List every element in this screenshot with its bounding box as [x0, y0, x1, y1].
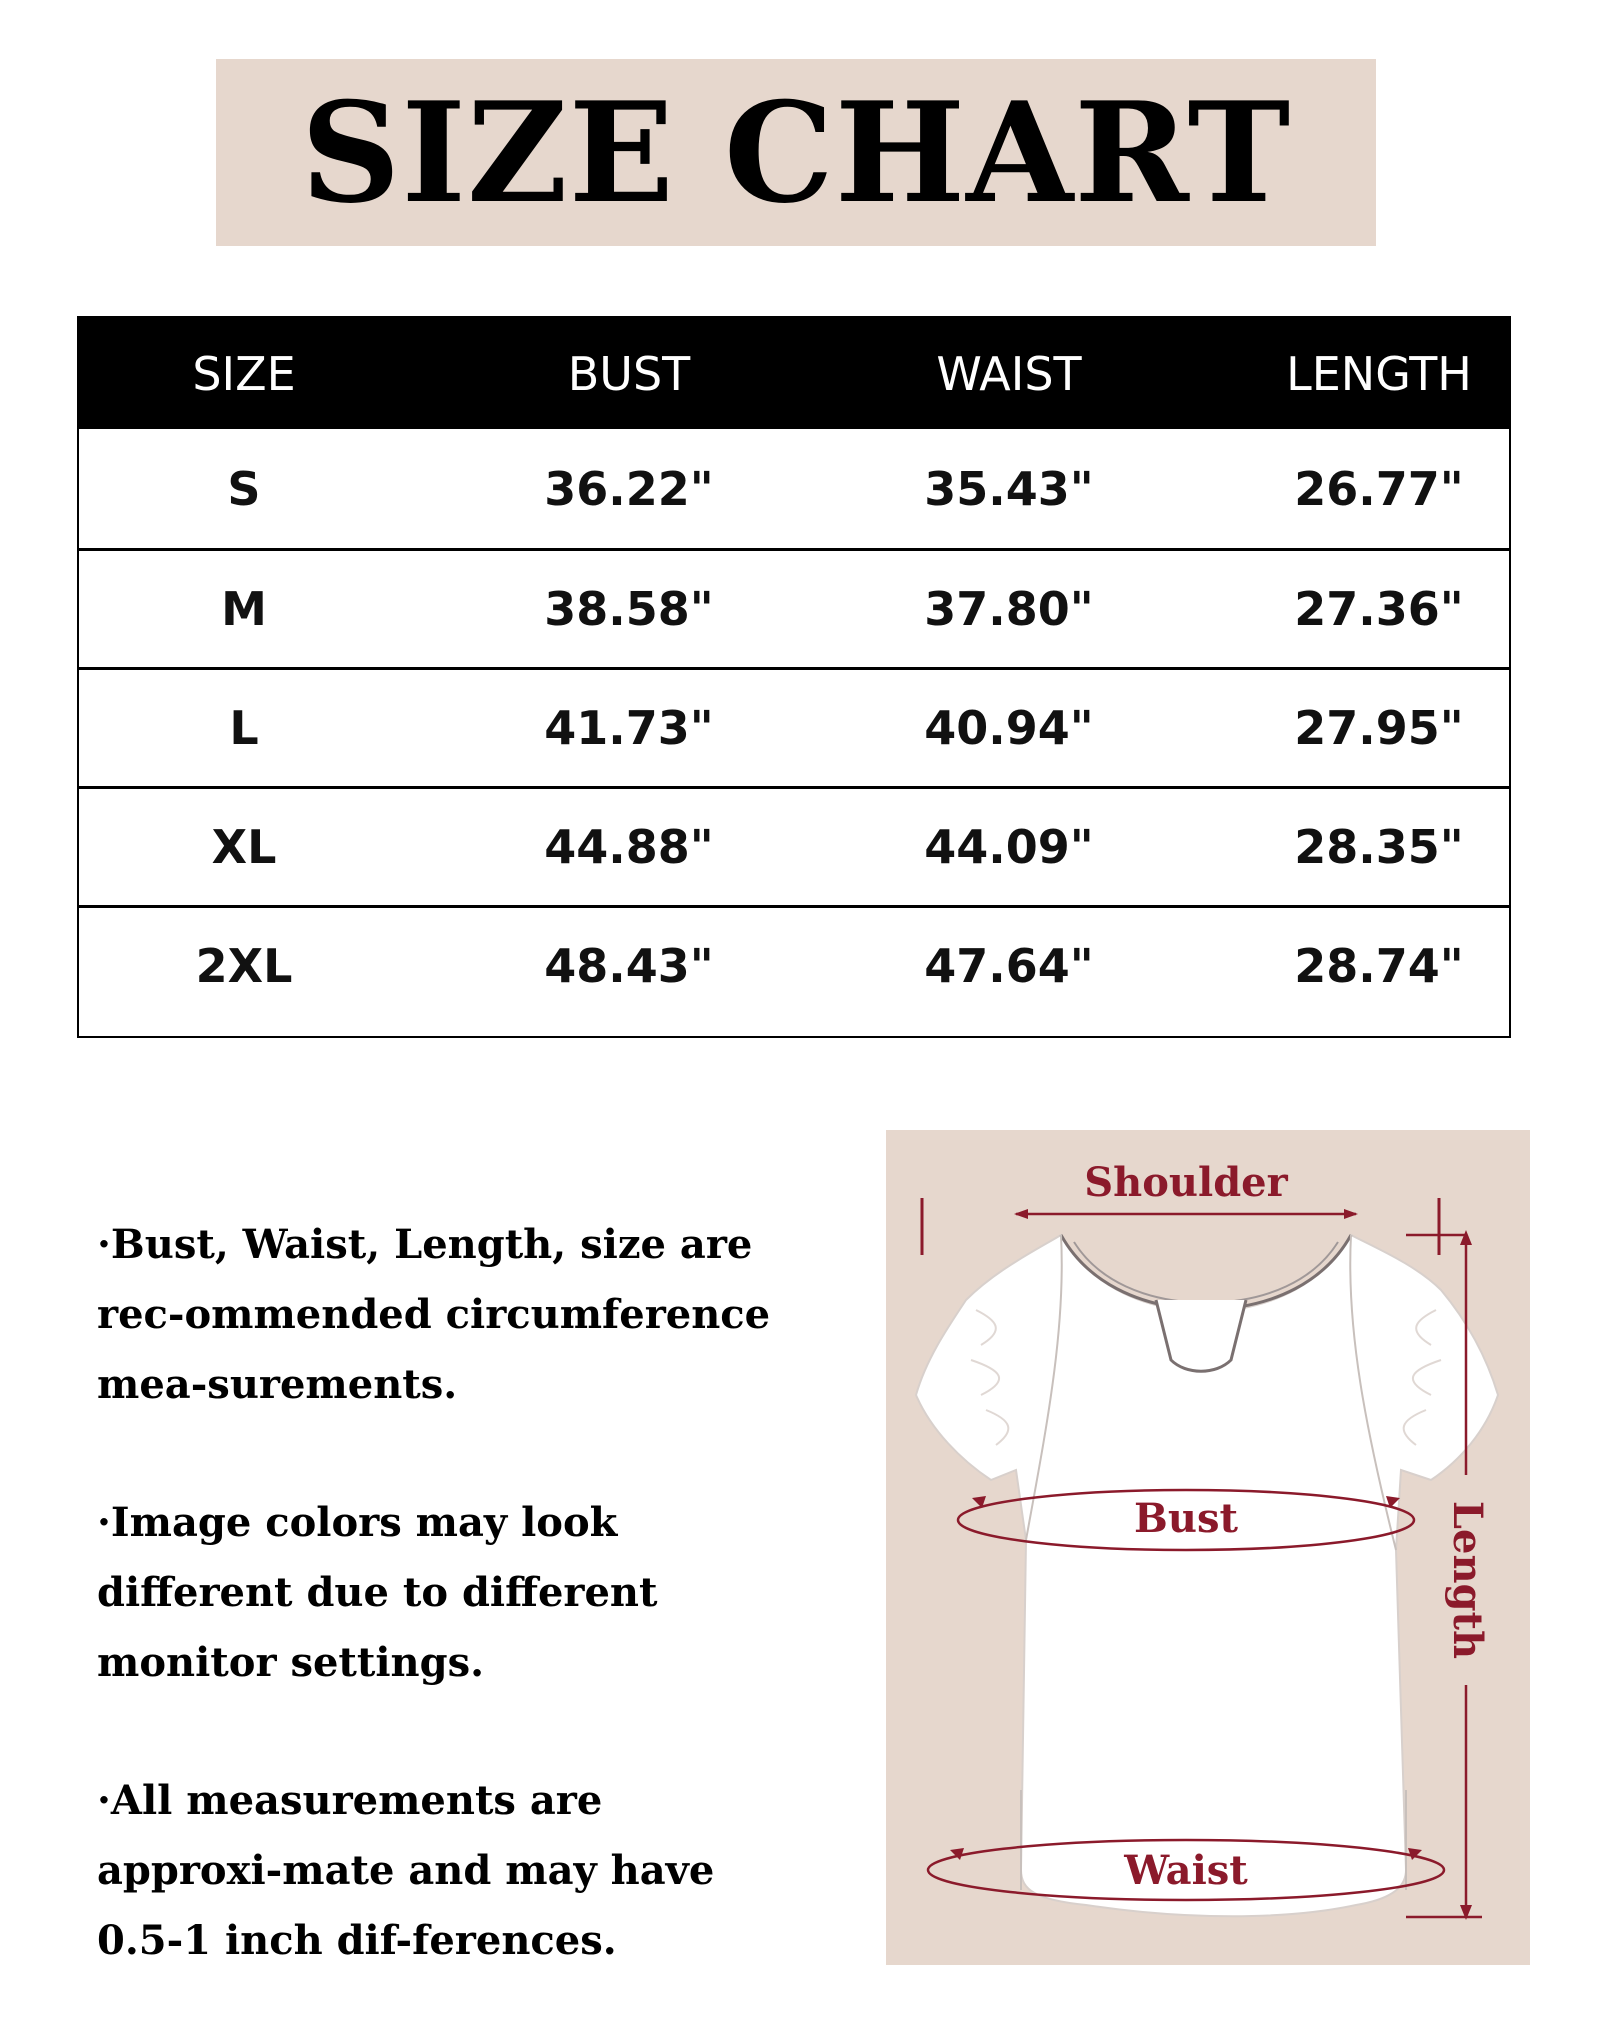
note-item: ·Image colors may look different due to different monitor settings.: [97, 1499, 658, 1686]
cell-waist: 44.09": [924, 820, 1094, 874]
cell-size: S: [227, 461, 261, 516]
arrow-up-icon: [1460, 1230, 1472, 1245]
header-waist: WAIST: [936, 346, 1082, 401]
table-header: [79, 318, 1509, 429]
header-size: SIZE: [192, 346, 296, 401]
cell-waist: 40.94": [924, 701, 1094, 755]
table-row: [79, 429, 1509, 548]
cell-size: M: [221, 582, 267, 636]
note-item: ·All measurements are approxi-mate and may have 0.5-1 inch dif-ferences.: [97, 1777, 715, 1964]
garment-diagram: [886, 1130, 1530, 1965]
arrow-right-icon: [1344, 1209, 1358, 1219]
label-length: Length: [1444, 1500, 1491, 1660]
arrow-left-icon: [1014, 1209, 1028, 1219]
size-table: [77, 316, 1511, 1038]
cell-bust: 36.22": [544, 461, 714, 516]
cell-length: 28.35": [1294, 820, 1464, 874]
table-row: [79, 786, 1509, 905]
label-shoulder: Shoulder: [1084, 1159, 1288, 1206]
cell-waist: 37.80": [924, 582, 1094, 636]
label-waist: Waist: [1124, 1847, 1248, 1894]
cell-bust: 38.58": [544, 582, 714, 636]
title-band: [216, 59, 1376, 246]
cell-length: 26.77": [1294, 461, 1464, 516]
cell-size: 2XL: [195, 939, 293, 993]
cell-size: XL: [211, 820, 277, 874]
garment-illustration: [886, 1130, 1530, 1965]
table-row: [79, 548, 1509, 667]
cell-waist: 35.43": [924, 461, 1094, 516]
note-item: ·Bust, Waist, Length, size are rec-ommended circumference mea-surements.: [97, 1221, 771, 1408]
label-bust: Bust: [1134, 1495, 1238, 1542]
cell-bust: 41.73": [544, 701, 714, 755]
table-row: [79, 905, 1509, 1024]
header-bust: BUST: [567, 346, 691, 401]
cell-length: 28.74": [1294, 939, 1464, 993]
cell-length: 27.95": [1294, 701, 1464, 755]
cell-bust: 48.43": [544, 939, 714, 993]
table-row: [79, 667, 1509, 786]
header-length: LENGTH: [1286, 346, 1472, 401]
cell-waist: 47.64": [924, 939, 1094, 993]
page-title: SIZE CHART: [300, 70, 1292, 234]
cell-length: 27.36": [1294, 582, 1464, 636]
notes: [97, 1210, 797, 2044]
cell-size: L: [229, 701, 259, 755]
cell-bust: 44.88": [544, 820, 714, 874]
